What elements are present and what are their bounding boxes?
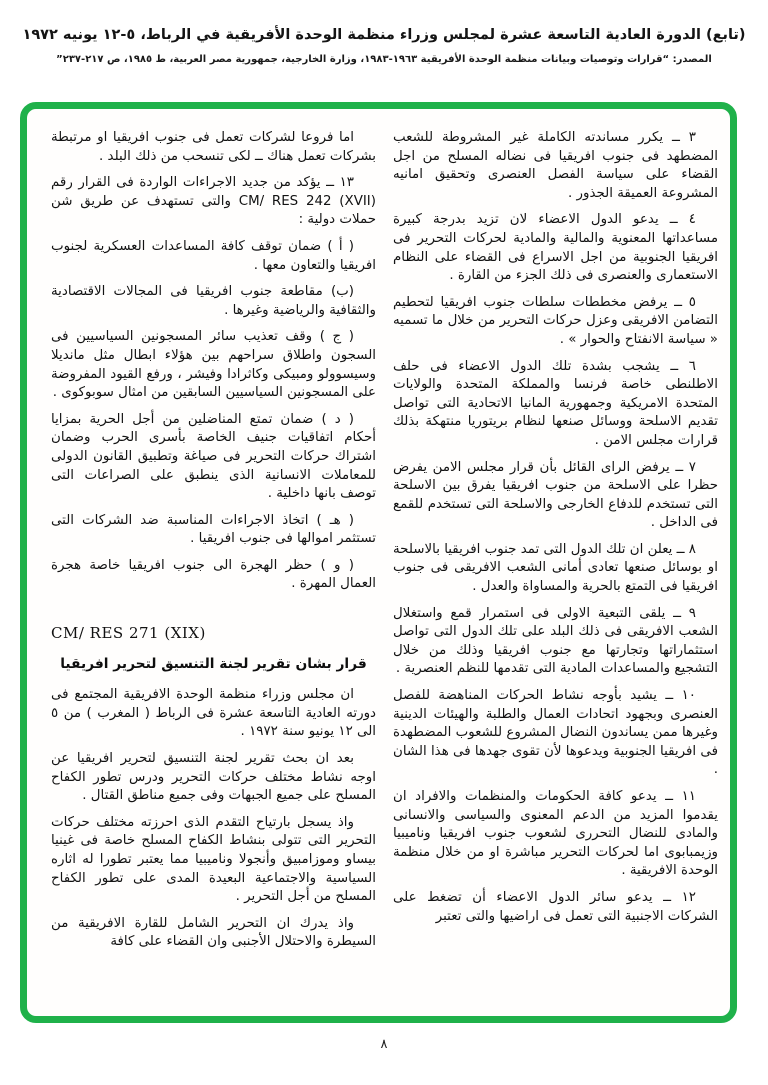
subitem-f: ( و ) حظر الهجرة الى جنوب افريقيا خاصة هجرة العمال المهرة . [51,557,376,592]
column-right [393,129,718,1016]
resolution-paragraph-5: ٥ ــ يرفض مخططات سلطات جنوب افريقيا لتحطيم التضامن الافريقى وعزل حركات التحرير من خلال ما تسميه « سياسة الانفتاح والحوار » . [393,294,718,347]
resolution-paragraph-12: ١٢ ــ يدعو سائر الدول الاعضاء أن تضغط على الشركات الاجنبية التى تعمل فى اراضيها والتى تعتبر [393,889,718,924]
resolution-paragraph-4: ٤ ــ يدعو الدول الاعضاء لان تزيد بدرجة كبيرة مساعداتها المعنوية والمالية والمادية لحركات التحرير فى افريقيا الجنوبية من اجل الاسراع فى القضاء على النظام الاستعمارى والعنصرى فى ذلك الجزء من القارة . [393,212,718,284]
resolution-paragraph-9: ٩ ــ يلقى التبعية الاولى فى استمرار قمع واستغلال الشعب الافريقى فى ذلك البلد على تلك الدول التى تواصل استثماراتها وتجارتها مع جنوب افريقيا وذلك من خلال التشجيع والمساعدات المادية التى تقدمها للنظم العنصرية . [393,605,718,677]
preamble-paragraph-3: واذ يسجل بارتياح التقدم الذى احرزته مختلف حركات التحرير التى تتولى بنشاط الكفاح المسلح خاصة فى غينيا بيساو وموزامبيق وأنجولا وناميبيا مما يعتبر تطورا له اثاره السياسية والاجتماعية البعيدة المدى على تطور الكفاح المسلح من أجل التحرير . [51,814,376,905]
page-number: ٨ [380,1037,388,1052]
resolution-paragraph-6: ٦ ــ يشجب بشدة تلك الدول الاعضاء فى حلف الاطلنطى خاصة فرنسا والمملكة المتحدة والولايات المتحدة الامريكية وجمهورية المانيا الاتحادية التى تواصل تقديم الاسلحة ووسائل صنعها لنظام بريتوريا منتهكة بذلك قرارات مجلس الامن . [393,358,718,448]
source-citation: المصدر: “قرارات وتوصيات وبيانات منظمة الوحدة الأفريقية ١٩٦٣-١٩٨٣، وزارة الخارجية، جمهورية مصر العربية، ط ١٩٨٥، ص ٢١٧-٢٣٧” [56,54,712,65]
subitem-e: ( هـ ) اتخاذ الاجراءات المناسبة ضد الشركات التى تستثمر اموالها فى جنوب افريقيا . [51,512,376,547]
preamble-paragraph-4: واذ يدرك ان التحرير الشامل للقارة الافريقية من السيطرة والاحتلال الأجنبى وان القضاء على كافة [51,915,376,950]
preamble-paragraph-2: بعد ان بحث تقرير لجنة التنسيق لتحرير افريقيا عن اوجه نشاط مختلف حركات التحرير ودرس تطور الكفاح المسلح على جميع الجبهات وفى جميع مناطق القتال . [51,751,376,804]
preamble-paragraph-1: ان مجلس وزراء منظمة الوحدة الافريقية المجتمع فى دورته العادية التاسعة عشرة فى الرباط ( المغرب ) من ٥ الى ١٢ يونيو سنة ١٩٧٢ . [51,687,376,740]
resolution-paragraph-3: ٣ ــ يكرر مساندته الكاملة غير المشروطة للشعب المضطهد فى جنوب افريقيا فى نضاله المسلح من اجل القضاء على سياسة الفصل العنصرى وتحقيق امانيه المشروعة العميقة الجذور . [393,130,718,201]
document-green-frame [20,102,737,1023]
resolution-title: قرار بشان تقرير لجنة التنسيق لتحرير افريقيا [60,655,367,672]
two-column-layout [27,109,730,1016]
subitem-b: (ب) مقاطعة جنوب افريقيا فى المجالات الاقتصادية والثقافية والرياضية وغيرها . [51,284,376,318]
column-left [51,129,376,1016]
subitem-d: ( د ) ضمان تمتع المناضلين من أجل الحرية بمزايا أحكام اتفاقيات جنيف الخاصة بأسرى الحرب وضمان اشتراك حركات التحرير فى صياغة وتطبيق القانون الدولى للمعاملات الانسانية الذى ينطبق على الصراعات التى توصف بانها داخلية . [51,411,376,502]
resolution-paragraph-7: ٧ ــ يرفض الراى القائل بأن قرار مجلس الامن يفرض حظرا على الاسلحة من جنوب افريقيا يفرق بين الاسلحة التى تستخدم للدفاع الخارجى والاسلحة التى تستخدم للقمع فى الداخل . [393,459,718,531]
subitem-a: ( أ ) ضمان توقف كافة المساعدات العسكرية لجنوب افريقيا والتعاون معها . [51,238,376,273]
resolution-paragraph-10: ١٠ ــ يشيد بأوجه نشاط الحركات المناهضة للفصل العنصرى وبجهود اتحادات العمال والطلبة والهيئات الدينية وغيرها ممن يساندون النضال المشروع للشعوب المضطهدة فى افريقيا الجنوبية ويدعوها لأن تقوى جهدها فى هذا الشان . [393,688,718,778]
continuation-paragraph: اما فروعا لشركات تعمل فى جنوب افريقيا او مرتبطة بشركات تعمل هناك ــ لكى تنسحب من ذلك البلد . [51,130,376,164]
resolution-number-cm-res-271: CM/ RES 271 (XIX) [51,624,206,643]
resolution-paragraph-11: ١١ ــ يدعو كافة الحكومات والمنظمات والافراد ان يقدموا المزيد من الدعم المعنوى والسياسى والانسانى والمادى للنضال التحررى لشعوب جنوب افريقيا وناميبيا وزيمبابوى اما لحركات التحرير مباشرة او من خلال منظمة الوحدة الافريقية . [393,789,718,879]
session-title: (تابع) الدورة العادية التاسعة عشرة لمجلس وزراء منظمة الوحدة الأفريقية في الرباط، ٥-١٢ يونيه ١٩٧٢ [22,27,746,43]
page-header [0,27,768,65]
resolution-paragraph-8: ٨ ــ يعلن ان تلك الدول التى تمد جنوب افريقيا بالاسلحة او بوسائل صنعها تعادى أمانى الشعب الافريقى فى جنوب افريقيا فى التمتع بالحرية والمساواة والعدل . [393,541,718,595]
resolution-paragraph-13: ١٣ ــ يؤكد من جديد الاجراءات الواردة فى القرار رقم CM/ RES 242 (XVII) والتى تستهدف عن طريق شن حملات دولية : [51,175,376,228]
subitem-c: ( ج ) وقف تعذيب سائر المسجونين السياسيين فى السجون واطلاق سراحهم بين هؤلاء ابطال مثل مانديلا وسيسوولو ومبيكى وكاثرادا وفيشر ، ورفع القيود المفروضة على المسجونين السياسيين السابقين من امثال سوبوكوى . [51,329,376,401]
